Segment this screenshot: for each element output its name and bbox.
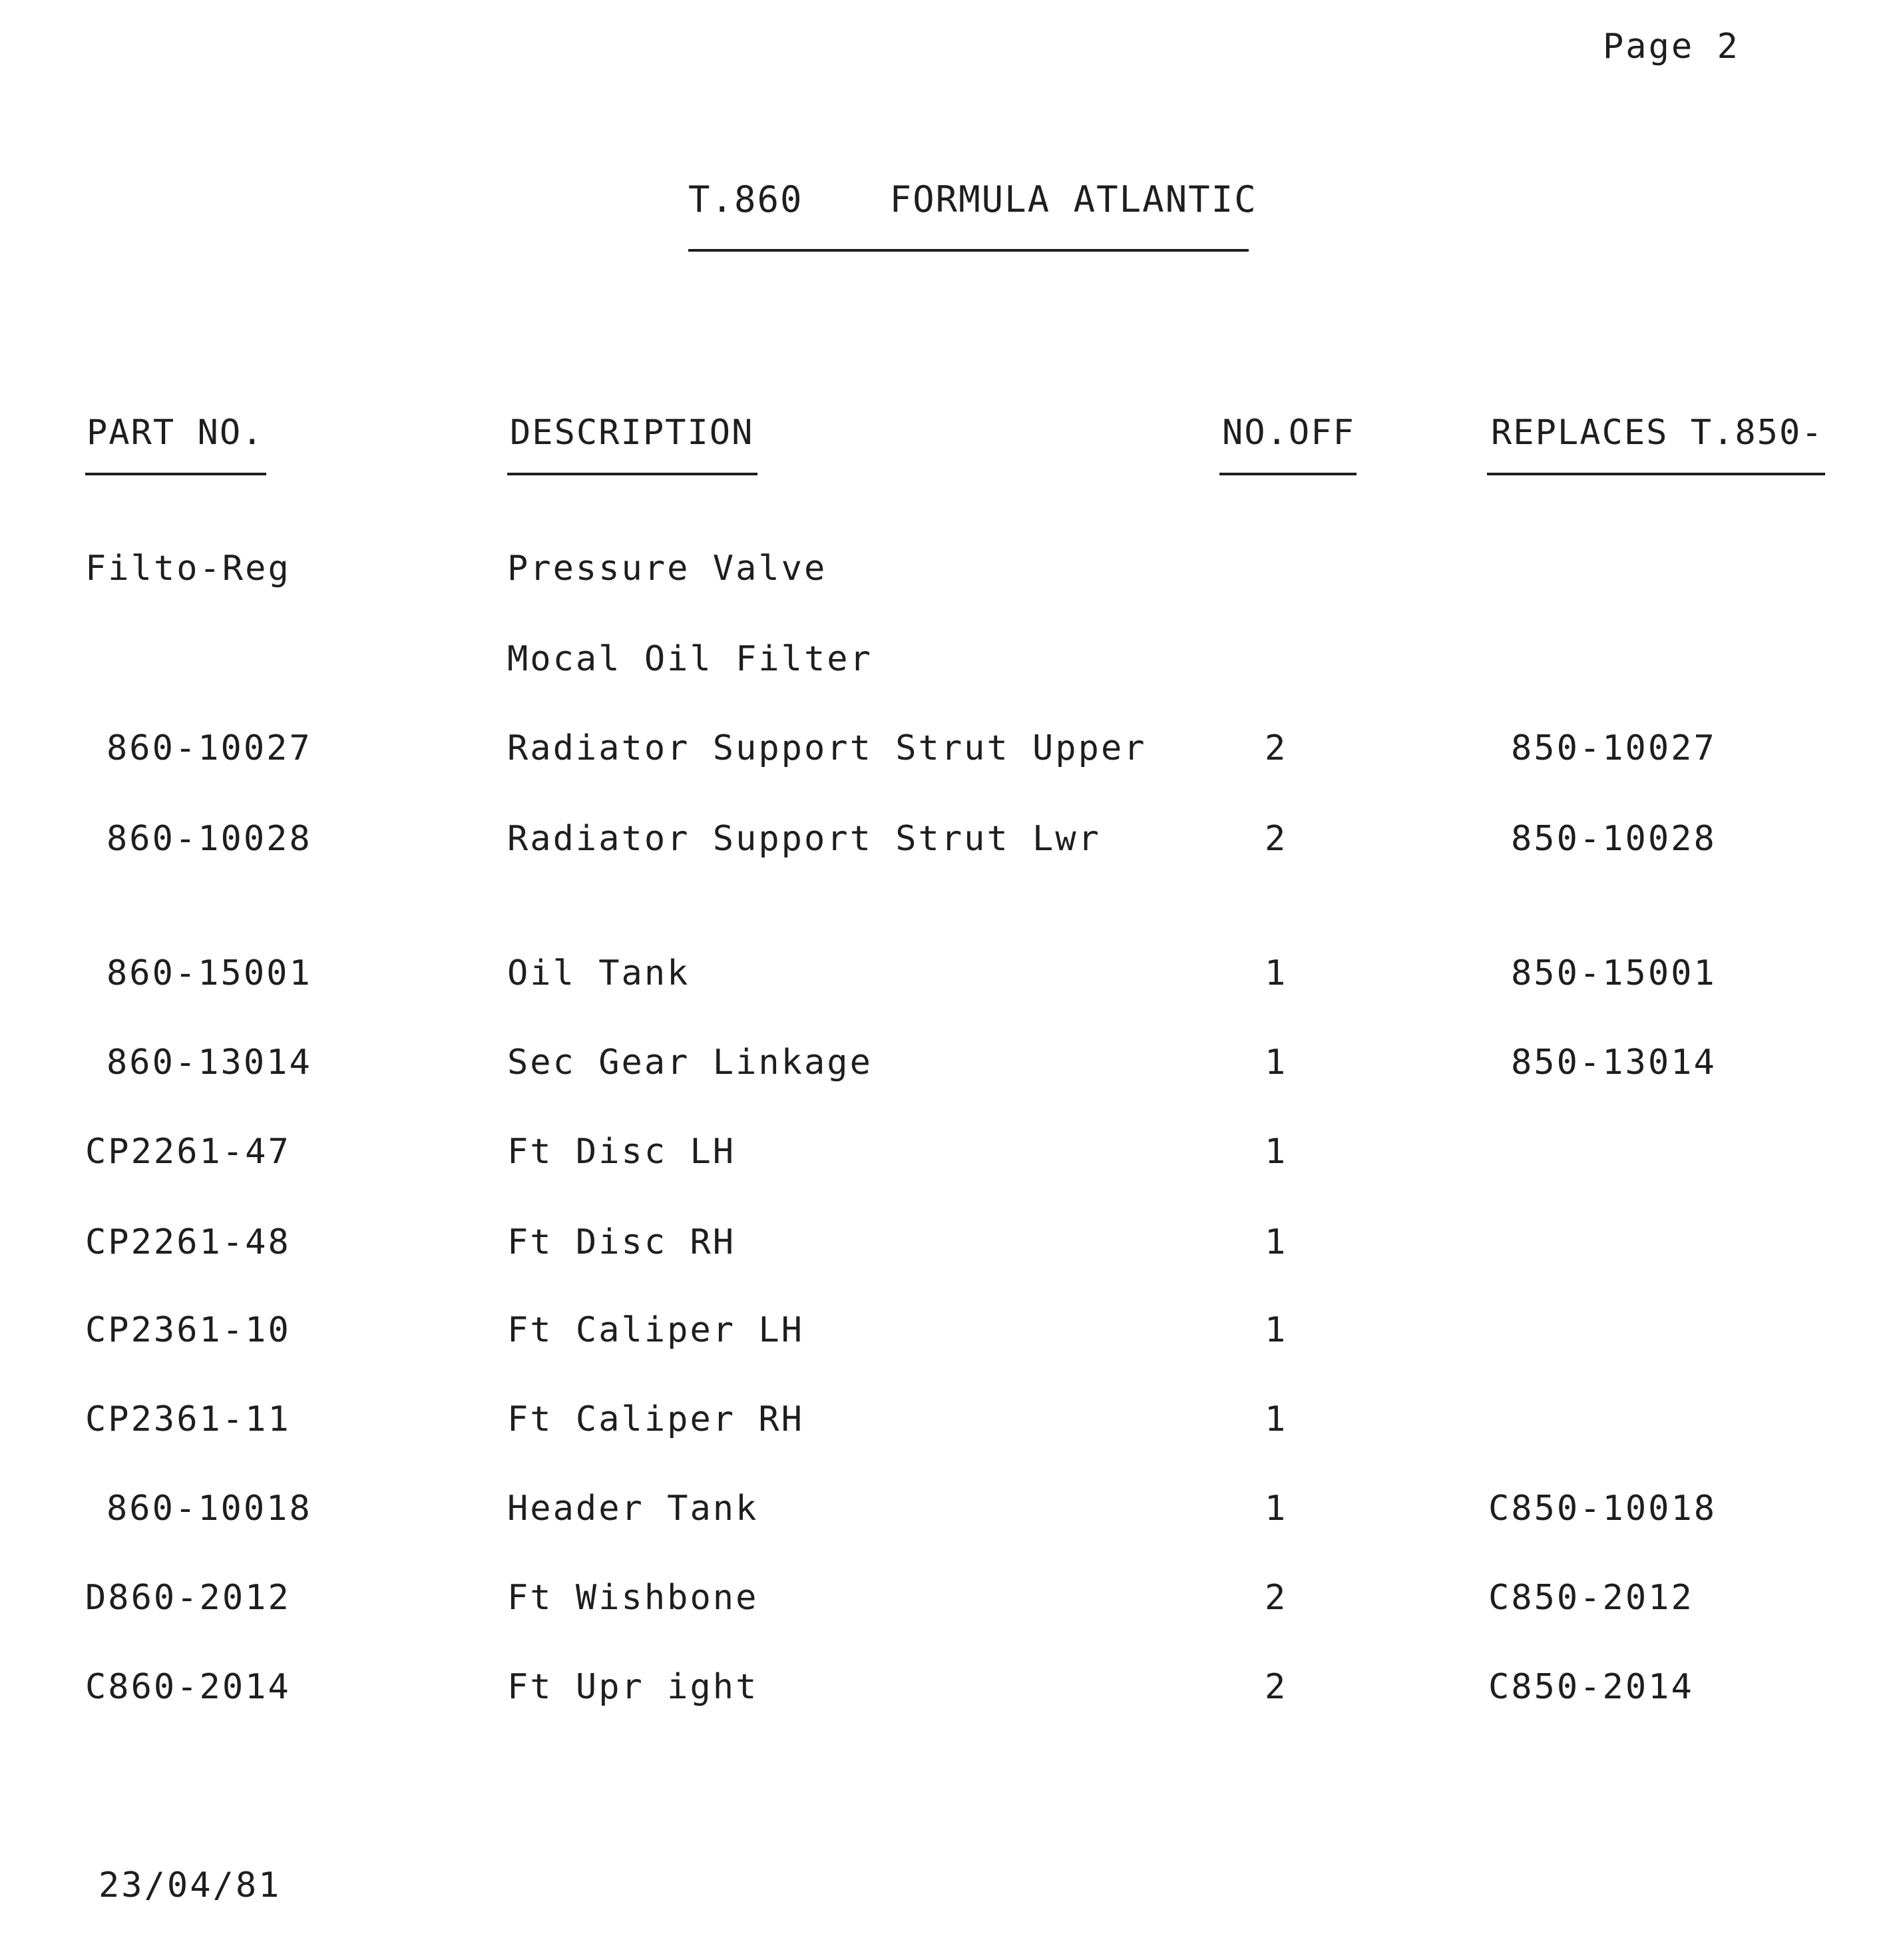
description-cell: Ft Upr ight: [507, 1667, 759, 1707]
part-no-cell: 860-10018: [106, 1489, 312, 1529]
part-no-cell: CP2261-47: [85, 1132, 291, 1172]
no-off-cell: 2: [1265, 1667, 1288, 1707]
description-cell: Radiator Support Strut Upper: [507, 728, 1147, 768]
document-title: [688, 174, 1257, 225]
column-header-description: DESCRIPTION: [510, 413, 754, 453]
table-row: [0, 1216, 1903, 1269]
page-number: Page 2: [1603, 27, 1740, 67]
no-off-cell: 2: [1265, 728, 1288, 768]
column-header-no-off-underline: [1219, 473, 1357, 475]
description-cell: Ft Disc LH: [507, 1132, 736, 1172]
title-underline: [688, 249, 1249, 252]
replaces-cell: 850-13014: [1511, 1043, 1717, 1083]
description-cell: Oil Tank: [507, 953, 690, 993]
column-header-replaces-underline: [1487, 473, 1825, 475]
description-cell: Ft Wishbone: [507, 1578, 759, 1618]
no-off-cell: 2: [1265, 819, 1288, 859]
description-cell: Ft Disc RH: [507, 1222, 736, 1262]
no-off-cell: 1: [1265, 1310, 1288, 1350]
description-cell: Pressure Valve: [507, 549, 827, 589]
part-no-cell: CP2361-10: [85, 1310, 291, 1350]
table-row: [0, 1125, 1903, 1178]
title-name: FORMULA ATLANTIC: [889, 178, 1257, 220]
table-row: [0, 947, 1903, 1000]
description-cell: Header Tank: [507, 1489, 759, 1529]
column-header-description-underline: [507, 473, 757, 475]
table-row: [0, 1571, 1903, 1624]
no-off-cell: 1: [1265, 1132, 1288, 1172]
no-off-cell: 1: [1265, 953, 1288, 993]
part-no-cell: Filto-Reg: [85, 549, 291, 589]
no-off-cell: 1: [1265, 1043, 1288, 1083]
description-cell: Ft Caliper LH: [507, 1310, 804, 1350]
replaces-cell: C850-2012: [1488, 1578, 1694, 1618]
part-no-cell: 860-10028: [106, 819, 312, 859]
table-row: [0, 1482, 1903, 1535]
table-row: [0, 1393, 1903, 1446]
no-off-cell: 1: [1265, 1489, 1288, 1529]
column-header-part-no-underline: [85, 473, 266, 475]
column-header-no-off: NO.OFF: [1222, 413, 1355, 453]
description-cell: Sec Gear Linkage: [507, 1043, 873, 1083]
table-row: [0, 542, 1903, 595]
description-cell: Ft Caliper RH: [507, 1399, 804, 1439]
no-off-cell: 1: [1265, 1399, 1288, 1439]
column-header-replaces: REPLACES T.850-: [1491, 413, 1824, 453]
replaces-cell: C850-2014: [1488, 1667, 1694, 1707]
part-no-cell: 860-15001: [106, 953, 312, 993]
part-no-cell: CP2361-11: [85, 1399, 291, 1439]
part-no-cell: D860-2012: [85, 1578, 291, 1618]
part-no-cell: 860-13014: [106, 1043, 312, 1083]
table-row: [0, 722, 1903, 775]
table-row: [0, 1660, 1903, 1714]
replaces-cell: 850-10027: [1511, 728, 1717, 768]
no-off-cell: 2: [1265, 1578, 1288, 1618]
replaces-cell: C850-10018: [1488, 1489, 1717, 1529]
table-row: [0, 632, 1903, 686]
description-cell: Mocal Oil Filter: [507, 639, 873, 679]
description-cell: Radiator Support Strut Lwr: [507, 819, 1101, 859]
no-off-cell: 1: [1265, 1222, 1288, 1262]
document-date: 23/04/81: [99, 1865, 282, 1905]
replaces-cell: 850-15001: [1511, 953, 1717, 993]
replaces-cell: 850-10028: [1511, 819, 1717, 859]
table-row: [0, 1304, 1903, 1357]
part-no-cell: C860-2014: [85, 1667, 291, 1707]
part-no-cell: CP2261-48: [85, 1222, 291, 1262]
column-header-part-no: PART NO.: [87, 413, 264, 453]
table-row: [0, 1036, 1903, 1089]
part-no-cell: 860-10027: [106, 728, 312, 768]
title-code: T.860: [688, 178, 803, 220]
table-row: [0, 812, 1903, 865]
